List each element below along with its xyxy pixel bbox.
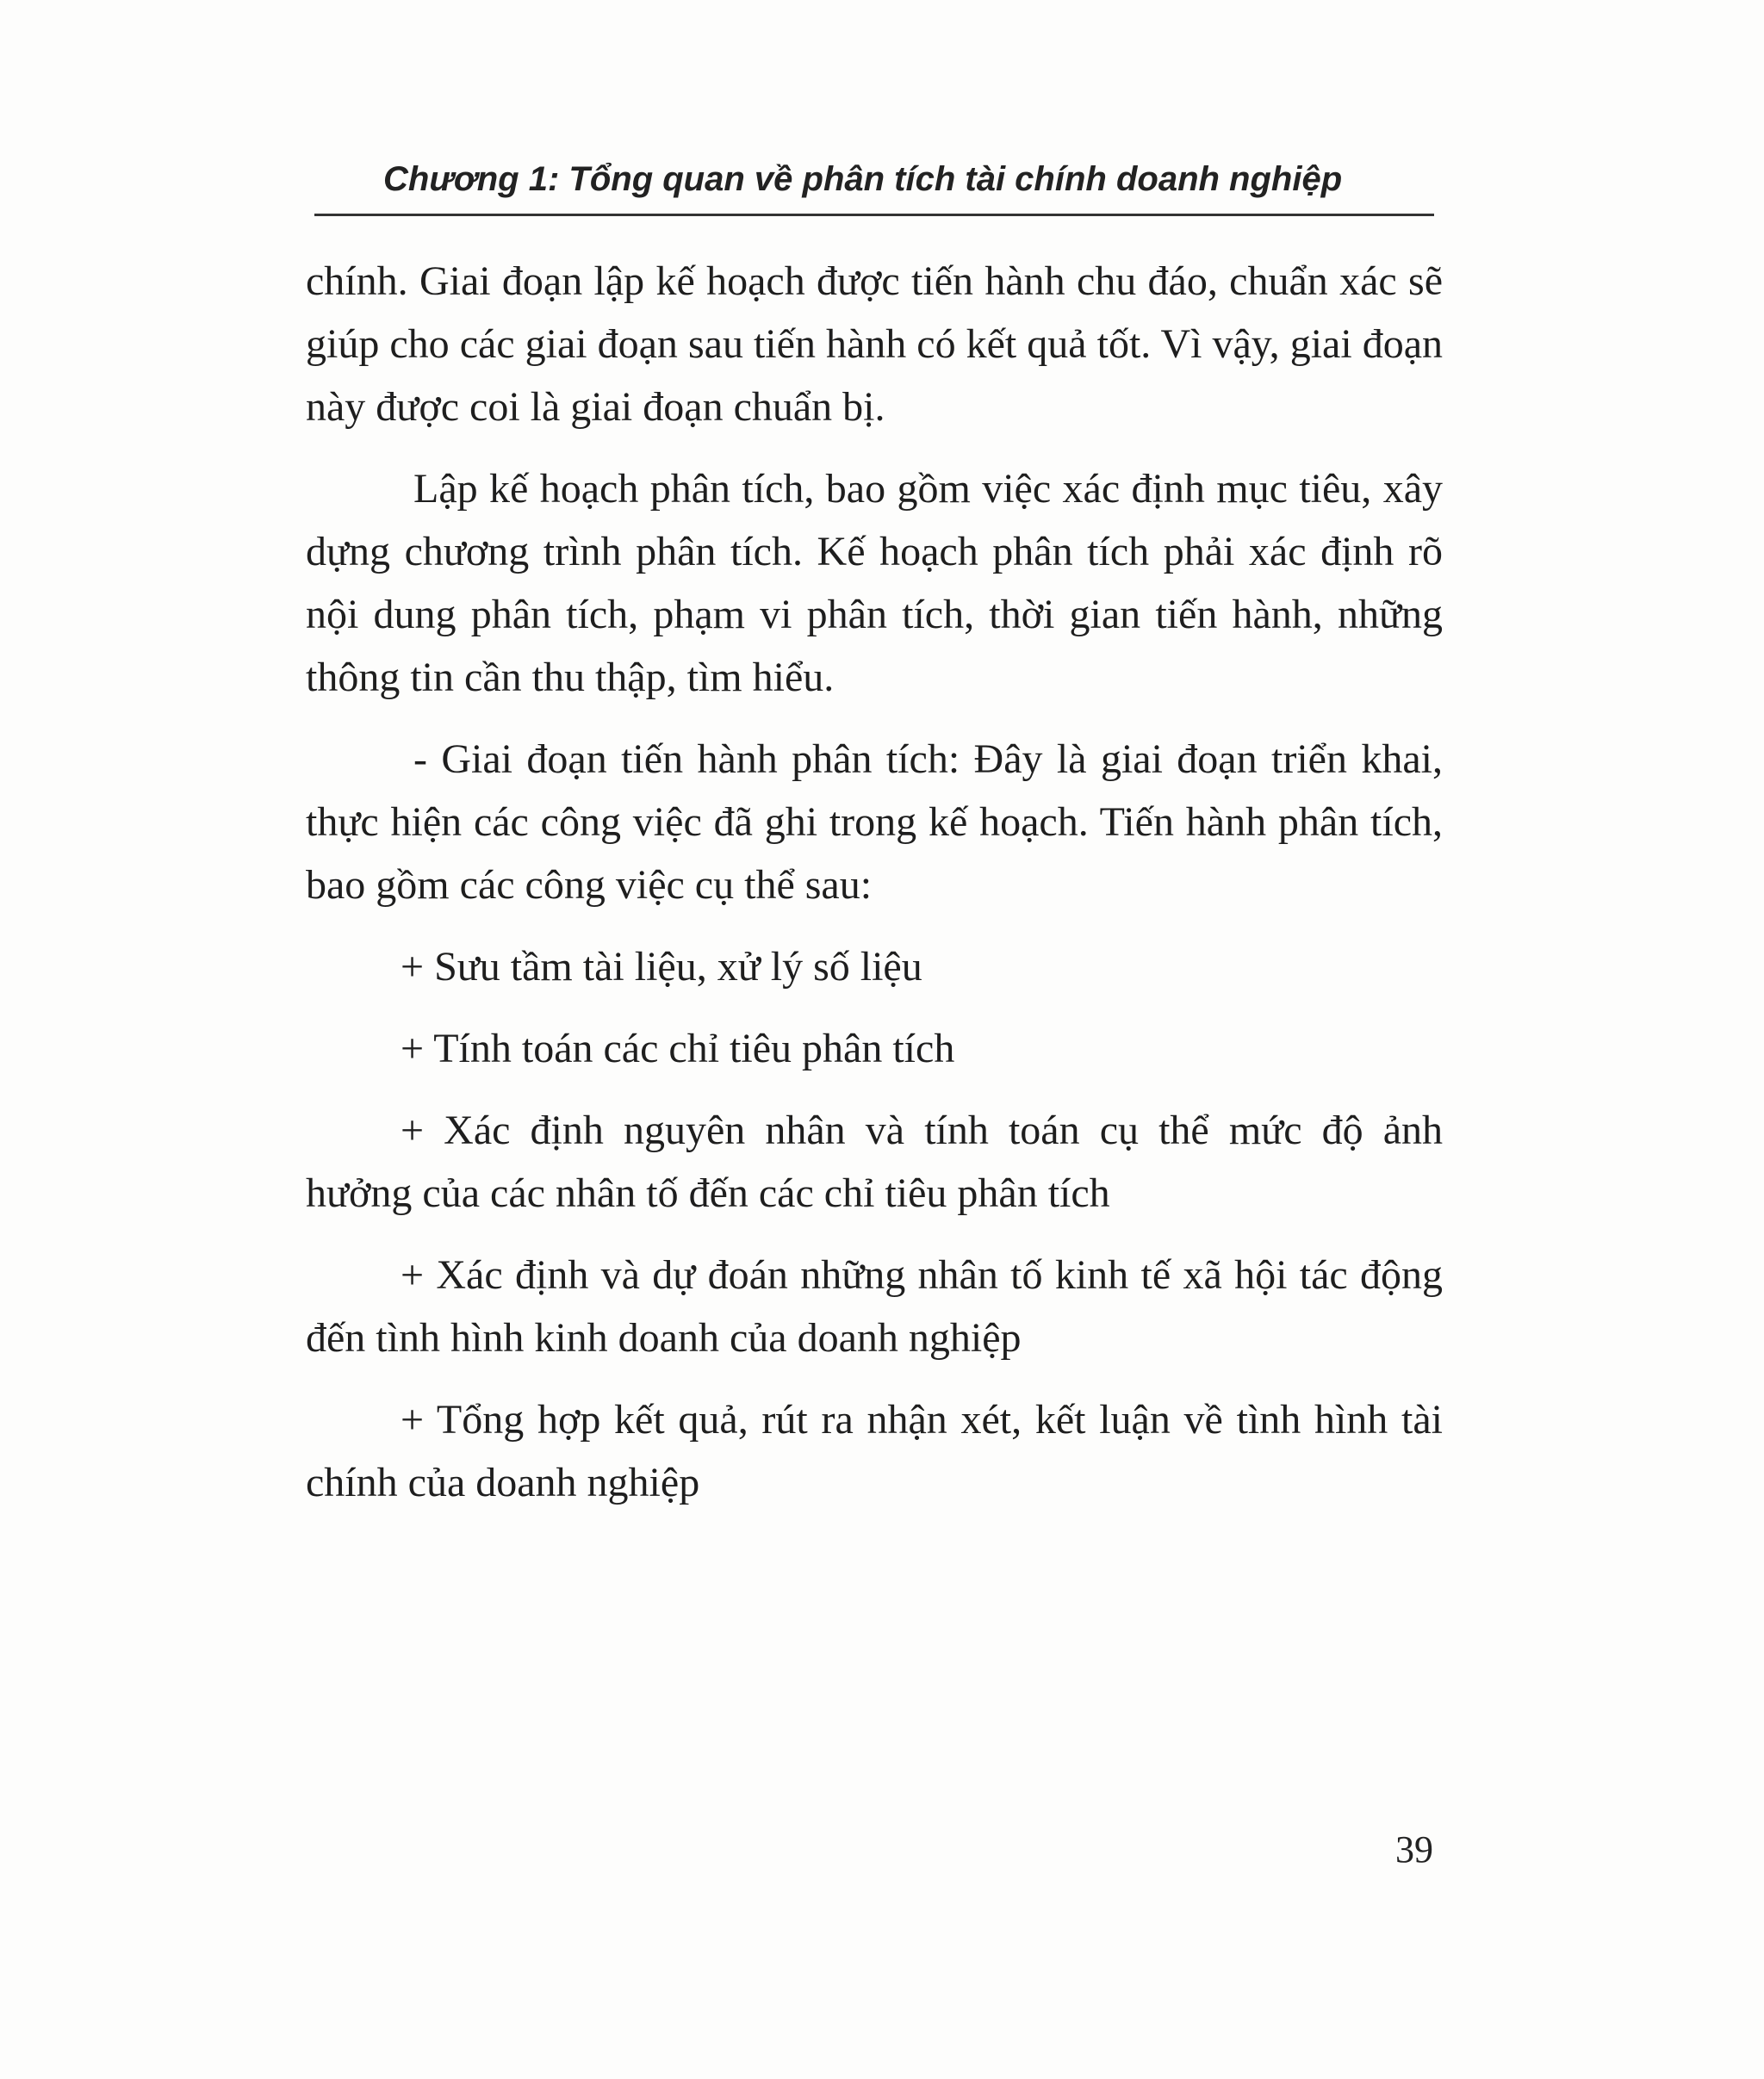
list-item: + Tính toán các chỉ tiêu phân tích (401, 1026, 955, 1071)
paragraph: Lập kế hoạch phân tích, bao gồm việc xác định mục tiêu, xây dựng chương trình phân tích. Kế hoạch phân tích phải xác định rõ nội dung phân tích, phạm vi phân tích, thời gian tiến hành, những thông tin cần thu thập, tìm hiểu. (306, 466, 1443, 700)
paragraph: chính. Giai đoạn lập kế hoạch được tiến hành chu đáo, chuẩn xác sẽ giúp cho các giai đoạn sau tiến hành có kết quả tốt. Vì vậy, giai đoạn này được coi là giai đoạn chuẩn bị. (306, 258, 1443, 430)
list-item: + Tổng hợp kết quả, rút ra nhận xét, kết luận về tình hình tài chính của doanh nghiệp (306, 1397, 1443, 1505)
running-header (314, 153, 1434, 216)
paragraph: - Giai đoạn tiến hành phân tích: Đây là giai đoạn triển khai, thực hiện các công việc đã ghi trong kế hoạch. Tiến hành phân tích, bao gồm các công việc cụ thể sau: (306, 736, 1443, 908)
list-item: + Sưu tầm tài liệu, xử lý số liệu (401, 944, 922, 990)
list-item: + Xác định và dự đoán những nhân tố kinh tế xã hội tác động đến tình hình kinh doanh của doanh nghiệp (306, 1252, 1443, 1361)
list-item: + Xác định nguyên nhân và tính toán cụ thể mức độ ảnh hưởng của các nhân tố đến các chỉ tiêu phân tích (306, 1108, 1443, 1216)
body-text (306, 250, 1443, 1533)
chapter-title: Chương 1: Tổng quan về phân tích tài chính doanh nghiệp (383, 160, 1343, 198)
page-number: 39 (1395, 1828, 1433, 1871)
